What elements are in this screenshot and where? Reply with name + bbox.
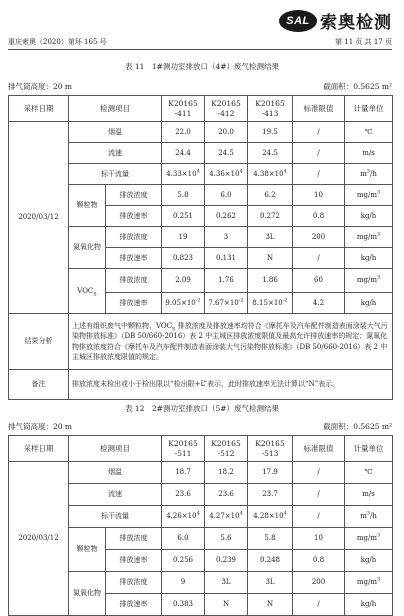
pollutant-group: 颗粒物 (69, 528, 106, 572)
limit-value: 60 (293, 269, 345, 293)
sample-1-value: 0.383 (162, 594, 205, 616)
sample-2-value: 24.5 (205, 143, 248, 164)
limit-value: / (293, 164, 345, 185)
col-date: 采样日期 (9, 436, 69, 462)
limit-value: / (293, 506, 345, 528)
unit-value: kg/h (345, 206, 393, 227)
pollutant-group: 颗粒物 (69, 185, 106, 227)
sample-1-value: $9.05\times 10^{-2}$ (162, 293, 205, 314)
unit-value: $m^3/h$ (345, 506, 393, 528)
sample-3-value: 24.5 (248, 143, 293, 164)
sample-1-value: 18.7 (162, 462, 205, 484)
item-name: 标干流量 (69, 164, 162, 185)
item-name: 烟温 (69, 122, 162, 143)
report-number: 重庆索奥（2020）第环 165 号 (8, 38, 107, 46)
table11-area: 截面积：0.5625 m² (323, 82, 392, 91)
unit-value: kg/h (345, 293, 393, 314)
limit-value: 200 (293, 227, 345, 248)
header-row (9, 96, 393, 122)
sample-1-value: 0.823 (162, 248, 205, 269)
sample-3-value: 1.86 (248, 269, 293, 293)
limit-value: 10 (293, 528, 345, 550)
limit-value: / (293, 462, 345, 484)
item-name: 排放浓度 (106, 528, 162, 550)
remark-text: 排放浓度未检出或小于检出限以“检出限+L”表示，此时排放速率无法计算以“N”表示。 (69, 370, 393, 400)
sample-1-value: 5.8 (162, 185, 205, 206)
table12-caption: 表 12 2#测功室排放口（5#）废气检测结果 (124, 404, 280, 413)
sample-2-value: 0.262 (205, 206, 248, 227)
unit-value: ℃ (345, 122, 393, 143)
unit-value: m/s (345, 143, 393, 164)
table-row (9, 122, 393, 143)
result-row (9, 314, 393, 370)
limit-value: 0.8 (293, 550, 345, 572)
col-sample-1: K20165 -411 (162, 96, 205, 122)
sample-1-value: $4.33\times 10^4$ (162, 164, 205, 185)
unit-value: m/s (345, 484, 393, 506)
table12-area: 截面积：0.5625 m² (323, 422, 392, 431)
sample-1-value: 9 (162, 572, 205, 594)
sample-3-value: N (248, 594, 293, 616)
logo-text: 索奥检测 (320, 13, 392, 33)
sample-3-value: 6.2 (248, 185, 293, 206)
unit-value: kg/h (345, 550, 393, 572)
sample-3-value: 5.8 (248, 528, 293, 550)
sample-2-value: 3 (205, 227, 248, 248)
sample-1-value: $4.26\times 10^4$ (162, 506, 205, 528)
limit-value: 0.8 (293, 206, 345, 227)
col-item: 检测项目 (69, 436, 162, 462)
limit-value: 200 (293, 572, 345, 594)
col-unit: 计量单位 (345, 96, 393, 122)
page-number: 第 11 页 共 17 页 (335, 38, 392, 46)
limit-value: / (293, 594, 345, 616)
col-limit: 标准限值 (293, 96, 345, 122)
sampling-date: 2020/03/12 (9, 462, 69, 616)
limit-value: 4.2 (293, 293, 345, 314)
sample-3-value: 23.7 (248, 484, 293, 506)
sample-2-value: 23.6 (205, 484, 248, 506)
sample-1-value: 2.09 (162, 269, 205, 293)
limit-value: / (293, 122, 345, 143)
col-item: 检测项目 (69, 96, 162, 122)
unit-value: ℃ (345, 462, 393, 484)
sample-3-value: 3L (248, 572, 293, 594)
unit-value: $m^3/h$ (345, 164, 393, 185)
item-name: 排放速率 (106, 594, 162, 616)
col-date: 采样日期 (9, 96, 69, 122)
sample-3-value: $8.15\times 10^{-2}$ (248, 293, 293, 314)
logo-badge: SAL (279, 10, 317, 32)
col-sample-2: K20165 -512 (205, 436, 248, 462)
col-unit: 计量单位 (345, 436, 393, 462)
limit-value: 10 (293, 185, 345, 206)
item-name: 标干流量 (69, 506, 162, 528)
item-name: 排放速率 (106, 293, 162, 314)
item-name: 排放浓度 (106, 269, 162, 293)
col-sample-1: K20165 -511 (162, 436, 205, 462)
sample-3-value: 3L (248, 227, 293, 248)
sample-2-value: $7.67\times 10^{-2}$ (205, 293, 248, 314)
unit-value: $mg/m^3$ (345, 227, 393, 248)
sample-2-value: $4.36\times 10^4$ (205, 164, 248, 185)
result-label: 结果分析 (9, 314, 69, 370)
item-name: 排放浓度 (106, 185, 162, 206)
item-name: 烟温 (69, 462, 162, 484)
sample-2-value: 6.0 (205, 185, 248, 206)
sample-1-value: 22.0 (162, 122, 205, 143)
table12-meta (8, 421, 392, 432)
table12-height: 排气筒高度：20 m (8, 422, 73, 431)
unit-value: kg/h (345, 248, 393, 269)
sample-2-value: 20.0 (205, 122, 248, 143)
table11-caption: 表 11 1#测功室排放口（4#）废气检测结果 (124, 62, 280, 71)
remark-label: 备注 (9, 370, 69, 400)
unit-value: $mg/m^3$ (345, 572, 393, 594)
col-limit: 标准限值 (293, 436, 345, 462)
limit-value: / (293, 143, 345, 164)
table-row (9, 462, 393, 484)
sample-2-value: 0.131 (205, 248, 248, 269)
unit-value: kg/h (345, 594, 393, 616)
table11 (8, 95, 393, 400)
sample-1-value: 23.6 (162, 484, 205, 506)
sample-2-value: $4.27\times 10^4$ (205, 506, 248, 528)
item-name: 排放浓度 (106, 572, 162, 594)
unit-value: $mg/m^3$ (345, 185, 393, 206)
sample-3-value: $4.38\times 10^4$ (248, 164, 293, 185)
remark-row (9, 370, 393, 400)
table12 (8, 435, 393, 616)
item-name: 排放速率 (106, 206, 162, 227)
sample-1-value: 0.256 (162, 550, 205, 572)
company-logo (279, 8, 392, 33)
sample-3-value: N (248, 248, 293, 269)
sample-2-value: 3L (205, 572, 248, 594)
item-name: 排放速率 (106, 550, 162, 572)
sample-2-value: 0.239 (205, 550, 248, 572)
limit-value: / (293, 484, 345, 506)
sample-1-value: 6.0 (162, 528, 205, 550)
sample-2-value: N (205, 594, 248, 616)
unit-value: $mg/m^3$ (345, 269, 393, 293)
sampling-date: 2020/03/12 (9, 122, 69, 314)
sample-3-value: 19.5 (248, 122, 293, 143)
item-name: 流速 (69, 143, 162, 164)
sample-3-value: $4.28\times 10^4$ (248, 506, 293, 528)
pollutant-group: $VOC_S$ (69, 269, 106, 314)
sample-1-value: 0.251 (162, 206, 205, 227)
col-sample-3: K20165 -413 (248, 96, 293, 122)
col-sample-2: K20165 -412 (205, 96, 248, 122)
unit-value: $mg/m^3$ (345, 528, 393, 550)
sample-2-value: 1.76 (205, 269, 248, 293)
result-text: 上述有组织废气中颗粒物、$VOC_S$ 排放浓度及排放速率均符合《摩托车及汽车配件制造表面涂装大气污染物排放标准》（DB 50/660-2016）表 2 中主城区排放浓度限值及最高允许排放速率的规定；氮氧化物排放浓度符合《摩托车及汽车配件制造表面涂装大气污染物排放标准》（DB 50/660-2016）表 2 中主城区排放浓度限值的规定。 (69, 314, 393, 370)
col-sample-3: K20165 -513 (248, 436, 293, 462)
limit-value: / (293, 248, 345, 269)
sample-2-value: 18.2 (205, 462, 248, 484)
pollutant-group: 氮氧化物 (69, 572, 106, 616)
item-name: 排放浓度 (106, 227, 162, 248)
sample-2-value: 5.6 (205, 528, 248, 550)
sample-1-value: 24.4 (162, 143, 205, 164)
item-name: 排放速率 (106, 248, 162, 269)
item-name: 流速 (69, 484, 162, 506)
sample-3-value: 17.9 (248, 462, 293, 484)
sample-3-value: 0.272 (248, 206, 293, 227)
header-row (9, 436, 393, 462)
page-header (8, 37, 392, 50)
sample-3-value: 0.248 (248, 550, 293, 572)
table11-meta (8, 81, 392, 92)
sample-1-value: 19 (162, 227, 205, 248)
table11-height: 排气筒高度：20 m (8, 82, 73, 91)
pollutant-group: 氮氧化物 (69, 227, 106, 269)
